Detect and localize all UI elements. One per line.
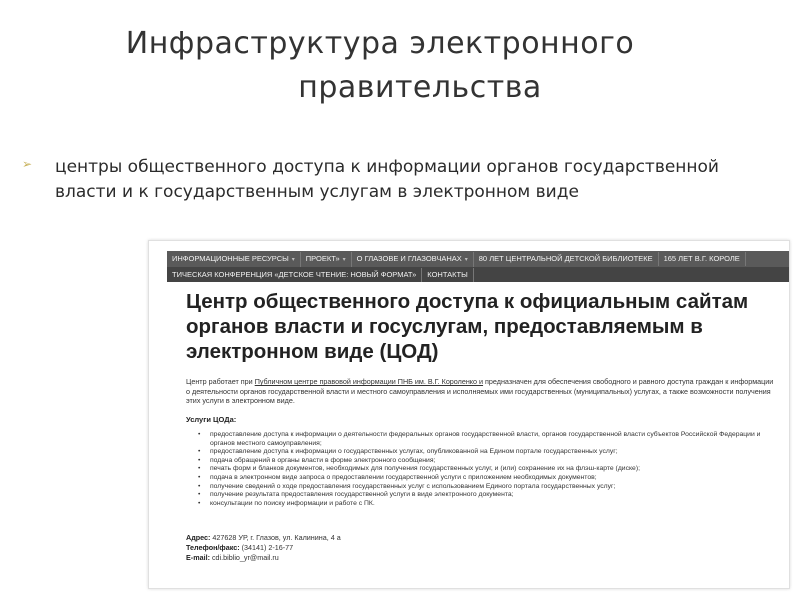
slide-title xyxy=(0,22,800,110)
list-item: • печать форм и бланков документов, необходимых для получения государственных услуг, и (или) сохранение их на флэш-карте (диске); xyxy=(198,465,640,473)
phone-line: Телефон/факс: (34141) 2-16-77 xyxy=(186,543,294,552)
embedded-website-screenshot xyxy=(148,240,790,589)
email-link[interactable]: cdi.biblio_yr@mail.ru xyxy=(209,553,279,562)
address-line: Адрес: 427628 УР, г. Глазов, ул. Калинина, 4 а xyxy=(186,533,341,542)
services-title: Услуги ЦОДа: xyxy=(186,415,237,424)
site-nav-row1 xyxy=(167,251,789,267)
slide-title-line1: Инфраструктура электронного xyxy=(125,26,635,61)
list-item: • получение сведений о ходе предоставления государственных услуг с использованием Единого портала государственных услуг; xyxy=(198,482,616,490)
arrow-bullet-icon: ➢ xyxy=(22,157,33,171)
nav-item-80-years[interactable]: 80 ЛЕТ ЦЕНТРАЛЬНОЙ ДЕТСКОЙ БИБЛИОТЕКЕ xyxy=(474,252,659,266)
site-intro-paragraph: Центр работает при Публичном центре правовой информации ПНБ им. В.Г. Короленко и предназначен для обеспечения свободного и равного доступа граждан к информации о деятельности органов государственной власти и местного самоуправления и исполняемых ими государственных (муниципальных) услугах, а также возможности получения этих услуги в электронном виде. xyxy=(186,377,774,405)
dropdown-arrow-icon: ▾ xyxy=(342,256,346,263)
list-item: • предоставление доступа к информации о деятельности федеральных органов государственной власти, органов государственной власти субъектов Российской Федерации и органов местного самоуправления; xyxy=(198,431,761,447)
nav-item-project[interactable]: ПРОЕКТ» ▾ xyxy=(301,252,352,267)
nav-item-contacts[interactable]: КОНТАКТЫ xyxy=(422,268,473,282)
slide-title-line2: правительства xyxy=(298,70,542,105)
site-page-heading: Центр общественного доступа к официальным сайтам органов власти и госуслугам, предоставляемым в электронном виде (ЦОД) xyxy=(186,290,749,363)
list-item: • подача обращений в органы власти в форме электронного сообщения; xyxy=(198,456,436,464)
nav-item-glazov[interactable]: О ГЛАЗОВЕ И ГЛАЗОВЧАНАХ ▾ xyxy=(352,252,474,267)
bullet-text: центры общественного доступа к информации органов государственной власти и к государственным услугам в электронном виде xyxy=(55,157,719,202)
site-nav-row2 xyxy=(167,267,789,282)
dropdown-arrow-icon: ▾ xyxy=(464,256,468,263)
nav-item-conference[interactable]: ТИЧЕСКАЯ КОНФЕРЕНЦИЯ «ДЕТСКОЕ ЧТЕНИЕ: НОВЫЙ ФОРМАТ» xyxy=(167,268,422,282)
list-item: • консультации по поиску информации и работе с ПК. xyxy=(198,499,375,507)
site-contacts xyxy=(186,533,586,563)
list-item: • получение результата предоставления государственной услуги в виде электронного документа; xyxy=(198,491,514,499)
list-item: • подача в электронном виде запроса о предоставлении государственной услуги с приложением необходимых документов; xyxy=(198,473,597,481)
services-list xyxy=(191,431,771,508)
nav-item-165-years[interactable]: 165 ЛЕТ В.Г. КОРОЛЕ xyxy=(659,252,746,266)
dropdown-arrow-icon: ▾ xyxy=(291,256,295,263)
site-nav-bar xyxy=(167,251,789,282)
list-item: • предоставление доступа к информации о государственных услугах, опубликованной на Едином портале государственных услуг; xyxy=(198,448,618,456)
email-line: E-mail: cdi.biblio_yr@mail.ru xyxy=(186,553,279,562)
intro-link[interactable]: Публичном центре правовой информации ПНБ им. В.Г. Короленко и xyxy=(254,377,484,386)
nav-item-info-resources[interactable]: ИНФОРМАЦИОННЫЕ РЕСУРСЫ ▾ xyxy=(167,252,301,267)
